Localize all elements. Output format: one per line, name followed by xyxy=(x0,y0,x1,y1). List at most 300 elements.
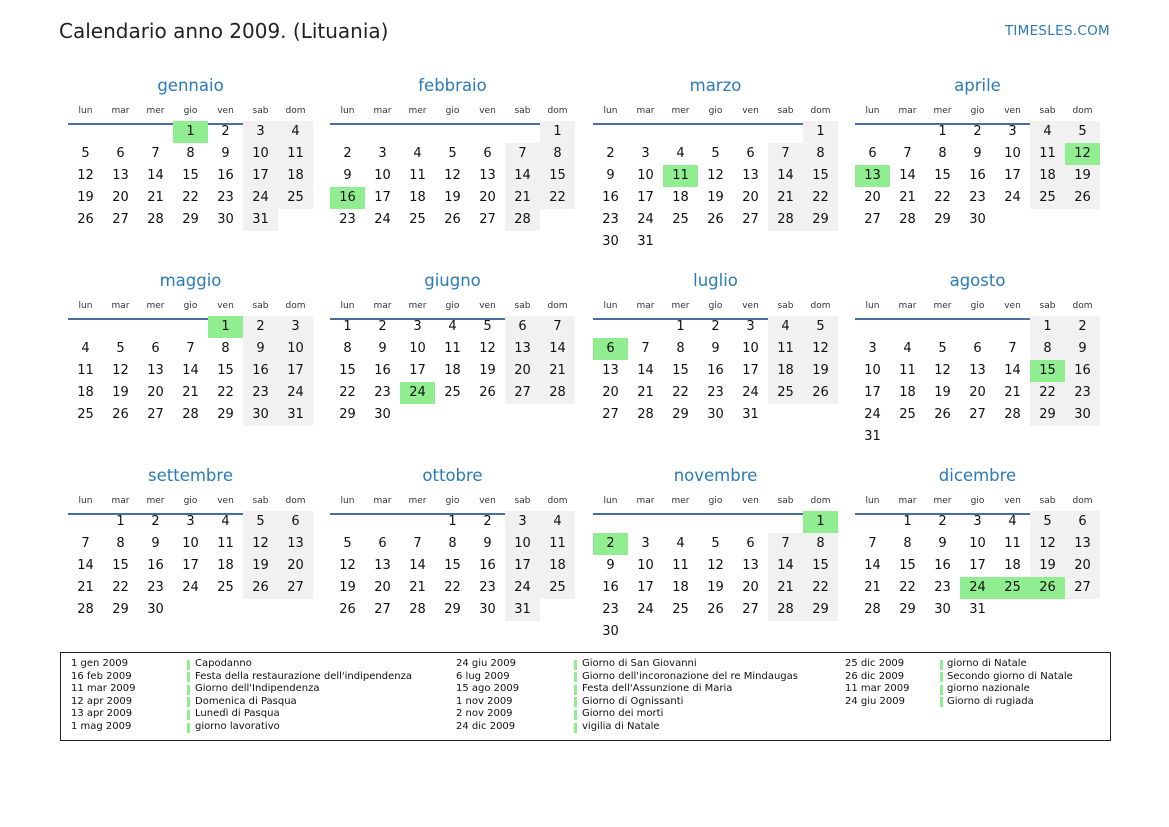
day-cell: 25 xyxy=(899,407,916,422)
legend-holiday-name: Capodanno xyxy=(195,658,252,669)
legend-date: 24 giu 2009 xyxy=(845,695,905,707)
day-cell: 21 xyxy=(540,360,575,382)
day-cell: 11 xyxy=(672,558,689,573)
weekday-label: mar xyxy=(111,496,130,506)
day-cell: 14 xyxy=(77,558,94,573)
day-cell: 12 xyxy=(1030,533,1065,555)
legend-holiday-name: giorno di Natale xyxy=(947,658,1027,669)
day-cell: 1 xyxy=(938,124,947,139)
day-cell: 2 xyxy=(243,316,278,338)
day-cell: 1 xyxy=(803,121,838,143)
legend-date: 15 ago 2009 xyxy=(456,683,520,695)
day-cell: 2 xyxy=(343,146,352,161)
day-cell: 20 xyxy=(112,190,129,205)
day-cell: 13 xyxy=(147,363,164,378)
day-cell: 16 xyxy=(374,363,391,378)
day-cell: 14 xyxy=(147,168,164,183)
day-cell: 4 xyxy=(81,341,90,356)
day-cell: 12 xyxy=(934,363,951,378)
day-cell: 23 xyxy=(479,580,496,595)
holiday-day-cell: 11 xyxy=(663,165,698,187)
day-cell: 18 xyxy=(1004,558,1021,573)
month-novembre xyxy=(593,465,838,655)
legend-color-bar xyxy=(187,710,190,720)
weekday-label: gio xyxy=(183,301,198,311)
day-cell: 6 xyxy=(973,341,982,356)
day-cell: 26 xyxy=(707,212,724,227)
legend-color-bar xyxy=(187,685,190,695)
day-cell: 25 xyxy=(768,382,803,404)
day-cell: 10 xyxy=(409,341,426,356)
month-luglio xyxy=(593,270,838,460)
weekday-label: lun xyxy=(340,301,355,311)
day-cell: 16 xyxy=(1065,360,1100,382)
holiday-day-cell: 1 xyxy=(208,316,243,338)
weekday-label: mer xyxy=(146,301,165,311)
day-cell: 2 xyxy=(151,514,160,529)
day-cell: 10 xyxy=(278,338,313,360)
day-cell: 4 xyxy=(278,121,313,143)
weekday-label: dom xyxy=(547,496,568,506)
day-cell: 18 xyxy=(409,190,426,205)
day-cell: 9 xyxy=(151,536,160,551)
weekday-label: lun xyxy=(340,106,355,116)
day-cell: 30 xyxy=(479,602,496,617)
legend-holiday-name: Giorno dell'incoronazione del re Mindaugas xyxy=(582,670,798,682)
holiday-day-cell: 24 xyxy=(960,577,995,599)
day-cell: 22 xyxy=(1030,382,1065,404)
day-cell: 7 xyxy=(768,533,803,555)
day-cell: 13 xyxy=(742,168,759,183)
weekday-label: dom xyxy=(285,106,306,116)
day-cell: 10 xyxy=(637,558,654,573)
month-title: maggio xyxy=(159,271,222,290)
weekday-label: ven xyxy=(742,106,759,116)
day-cell: 17 xyxy=(637,580,654,595)
day-cell: 9 xyxy=(973,146,982,161)
day-cell: 10 xyxy=(374,168,391,183)
day-cell: 13 xyxy=(969,363,986,378)
legend-date: 11 mar 2009 xyxy=(845,683,910,695)
day-cell: 15 xyxy=(339,363,356,378)
weekday-label: ven xyxy=(479,301,496,311)
day-cell: 31 xyxy=(742,407,759,422)
day-cell: 2 xyxy=(221,124,230,139)
legend-color-bar xyxy=(940,660,943,670)
day-cell: 2 xyxy=(606,146,615,161)
holiday-day-cell: 6 xyxy=(593,338,628,360)
legend-holiday-name: Giorno dell'Indipendenza xyxy=(195,683,320,695)
day-cell: 26 xyxy=(707,602,724,617)
day-cell: 19 xyxy=(707,190,724,205)
day-cell: 14 xyxy=(637,363,654,378)
holiday-day-cell: 16 xyxy=(330,187,365,209)
weekday-label: ven xyxy=(217,496,234,506)
day-cell: 9 xyxy=(221,146,230,161)
weekday-label: gio xyxy=(183,496,198,506)
holiday-day-cell: 24 xyxy=(400,382,435,404)
day-cell: 30 xyxy=(374,407,391,422)
weekday-label: lun xyxy=(603,106,618,116)
day-cell: 20 xyxy=(374,580,391,595)
day-cell: 21 xyxy=(768,187,803,209)
weekday-label: dom xyxy=(810,301,831,311)
day-cell: 28 xyxy=(768,209,803,231)
day-cell: 9 xyxy=(938,536,947,551)
weekday-label: gio xyxy=(970,106,985,116)
day-cell: 25 xyxy=(444,385,461,400)
day-cell: 7 xyxy=(868,536,877,551)
day-cell: 29 xyxy=(339,407,356,422)
weekday-label: dom xyxy=(810,106,831,116)
day-cell: 21 xyxy=(637,385,654,400)
day-cell: 3 xyxy=(641,146,650,161)
day-cell: 4 xyxy=(903,341,912,356)
day-cell: 21 xyxy=(182,385,199,400)
weekday-label: ven xyxy=(217,301,234,311)
legend-holiday-name: Festa della restaurazione dell'indipendenza xyxy=(195,670,412,682)
day-cell: 28 xyxy=(637,407,654,422)
holiday-day-cell: 13 xyxy=(855,165,890,187)
day-cell: 23 xyxy=(217,190,234,205)
legend-date: 26 dic 2009 xyxy=(845,670,905,682)
day-cell: 13 xyxy=(602,363,619,378)
legend-holiday-name: Giorno dei morti xyxy=(582,708,664,720)
legend-date: 24 giu 2009 xyxy=(456,658,516,669)
day-cell: 11 xyxy=(540,533,575,555)
month-title: agosto xyxy=(949,271,1006,290)
day-cell: 9 xyxy=(243,338,278,360)
weekday-label: ven xyxy=(217,106,234,116)
day-cell: 19 xyxy=(1030,555,1065,577)
month-giugno xyxy=(330,270,575,460)
legend-holiday-name: Secondo giorno di Natale xyxy=(947,670,1073,682)
weekday-label: mar xyxy=(898,496,917,506)
day-cell: 16 xyxy=(147,558,164,573)
day-cell: 26 xyxy=(77,212,94,227)
day-cell: 17 xyxy=(409,363,426,378)
day-cell: 9 xyxy=(606,168,615,183)
day-cell: 21 xyxy=(864,580,881,595)
weekday-label: dom xyxy=(1072,301,1093,311)
day-cell: 30 xyxy=(602,234,619,249)
day-cell: 29 xyxy=(1030,404,1065,426)
day-cell: 16 xyxy=(217,168,234,183)
legend-date: 16 feb 2009 xyxy=(71,670,132,682)
day-cell: 3 xyxy=(186,514,195,529)
day-cell: 8 xyxy=(938,146,947,161)
day-cell: 30 xyxy=(147,602,164,617)
month-title: febbraio xyxy=(418,76,487,95)
legend-color-bar xyxy=(574,710,577,720)
day-cell: 8 xyxy=(676,341,685,356)
day-cell: 7 xyxy=(903,146,912,161)
day-cell: 15 xyxy=(672,363,689,378)
day-cell: 29 xyxy=(803,599,838,621)
day-cell: 10 xyxy=(864,363,881,378)
day-cell: 11 xyxy=(278,143,313,165)
site-logo-link[interactable]: TIMESLES.COM xyxy=(1004,23,1110,39)
weekday-label: gio xyxy=(708,106,723,116)
day-cell: 19 xyxy=(479,363,496,378)
weekday-label: mer xyxy=(146,496,165,506)
day-cell: 18 xyxy=(77,385,94,400)
weekday-label: lun xyxy=(340,496,355,506)
day-cell: 17 xyxy=(278,360,313,382)
day-cell: 26 xyxy=(112,407,129,422)
legend-date: 2 nov 2009 xyxy=(456,708,513,720)
header-rule xyxy=(330,123,575,125)
day-cell: 2 xyxy=(378,319,387,334)
day-cell: 9 xyxy=(711,341,720,356)
day-cell: 18 xyxy=(672,190,689,205)
legend-holiday-name: Giorno di Ognissanti xyxy=(582,695,684,707)
weekday-label: sab xyxy=(1039,301,1056,311)
day-cell: 22 xyxy=(540,187,575,209)
day-cell: 27 xyxy=(374,602,391,617)
weekday-label: mar xyxy=(111,301,130,311)
month-dicembre xyxy=(855,465,1100,655)
day-cell: 18 xyxy=(278,165,313,187)
day-cell: 23 xyxy=(147,580,164,595)
day-cell: 9 xyxy=(1065,338,1100,360)
day-cell: 4 xyxy=(540,511,575,533)
day-cell: 22 xyxy=(217,385,234,400)
day-cell: 15 xyxy=(182,168,199,183)
day-cell: 8 xyxy=(448,536,457,551)
day-cell: 29 xyxy=(672,407,689,422)
weekday-label: sab xyxy=(252,496,269,506)
day-cell: 22 xyxy=(803,187,838,209)
day-cell: 30 xyxy=(969,212,986,227)
month-title: marzo xyxy=(689,76,742,95)
day-cell: 21 xyxy=(505,187,540,209)
day-cell: 4 xyxy=(1030,121,1065,143)
month-settembre xyxy=(68,465,313,655)
day-cell: 6 xyxy=(378,536,387,551)
weekday-label: dom xyxy=(285,496,306,506)
day-cell: 2 xyxy=(938,514,947,529)
holiday-day-cell: 15 xyxy=(1030,360,1065,382)
day-cell: 27 xyxy=(479,212,496,227)
day-cell: 8 xyxy=(803,143,838,165)
month-febbraio xyxy=(330,75,575,265)
weekday-label: mar xyxy=(636,106,655,116)
day-cell: 31 xyxy=(243,209,278,231)
day-cell: 5 xyxy=(243,511,278,533)
weekday-label: mer xyxy=(671,106,690,116)
day-cell: 6 xyxy=(151,341,160,356)
legend-date: 1 nov 2009 xyxy=(456,695,513,707)
day-cell: 1 xyxy=(116,514,125,529)
month-title: settembre xyxy=(148,466,233,485)
legend-holiday-name: Giorno di San Giovanni xyxy=(582,658,697,669)
day-cell: 12 xyxy=(112,363,129,378)
day-cell: 21 xyxy=(77,580,94,595)
day-cell: 22 xyxy=(339,385,356,400)
day-cell: 19 xyxy=(934,385,951,400)
legend-color-bar xyxy=(574,723,577,733)
weekday-label: gio xyxy=(970,496,985,506)
legend-holiday-name: Lunedì di Pasqua xyxy=(195,708,280,720)
day-cell: 18 xyxy=(672,580,689,595)
weekday-label: sab xyxy=(252,106,269,116)
day-cell: 19 xyxy=(112,385,129,400)
day-cell: 20 xyxy=(505,360,540,382)
day-cell: 7 xyxy=(151,146,160,161)
day-cell: 16 xyxy=(602,190,619,205)
header-rule xyxy=(593,513,838,515)
weekday-label: ven xyxy=(479,496,496,506)
legend-color-bar xyxy=(940,672,943,682)
legend-color-bar xyxy=(940,697,943,707)
day-cell: 25 xyxy=(217,580,234,595)
weekday-label: sab xyxy=(252,301,269,311)
weekday-label: mar xyxy=(636,301,655,311)
day-cell: 6 xyxy=(505,316,540,338)
day-cell: 27 xyxy=(1065,577,1100,599)
day-cell: 15 xyxy=(803,555,838,577)
day-cell: 25 xyxy=(77,407,94,422)
day-cell: 16 xyxy=(934,558,951,573)
day-cell: 18 xyxy=(217,558,234,573)
day-cell: 24 xyxy=(864,407,881,422)
day-cell: 8 xyxy=(803,533,838,555)
legend-color-bar xyxy=(187,660,190,670)
day-cell: 27 xyxy=(969,407,986,422)
day-cell: 11 xyxy=(444,341,461,356)
weekday-label: lun xyxy=(78,301,93,311)
legend-color-bar xyxy=(940,685,943,695)
weekday-label: lun xyxy=(603,496,618,506)
day-cell: 23 xyxy=(602,602,619,617)
day-cell: 17 xyxy=(1004,168,1021,183)
day-cell: 24 xyxy=(374,212,391,227)
weekday-label: sab xyxy=(514,106,531,116)
day-cell: 20 xyxy=(742,190,759,205)
day-cell: 22 xyxy=(182,190,199,205)
day-cell: 14 xyxy=(768,555,803,577)
legend-holiday-name: Festa dell'Assunzione di Maria xyxy=(582,683,733,695)
day-cell: 25 xyxy=(672,212,689,227)
day-cell: 31 xyxy=(278,404,313,426)
day-cell: 12 xyxy=(707,558,724,573)
day-cell: 3 xyxy=(868,341,877,356)
day-cell: 6 xyxy=(1065,511,1100,533)
day-cell: 20 xyxy=(1065,555,1100,577)
day-cell: 1 xyxy=(448,514,457,529)
day-cell: 3 xyxy=(278,316,313,338)
day-cell: 20 xyxy=(602,385,619,400)
day-cell: 30 xyxy=(1065,404,1100,426)
weekday-label: gio xyxy=(708,496,723,506)
day-cell: 21 xyxy=(409,580,426,595)
day-cell: 5 xyxy=(711,146,720,161)
legend-date: 25 dic 2009 xyxy=(845,658,905,669)
day-cell: 5 xyxy=(343,536,352,551)
day-cell: 27 xyxy=(278,577,313,599)
day-cell: 5 xyxy=(483,319,492,334)
day-cell: 22 xyxy=(444,580,461,595)
day-cell: 22 xyxy=(899,580,916,595)
weekday-label: mer xyxy=(408,496,427,506)
weekday-label: lun xyxy=(78,496,93,506)
day-cell: 5 xyxy=(938,341,947,356)
day-cell: 3 xyxy=(973,514,982,529)
holiday-day-cell: 1 xyxy=(173,121,208,143)
day-cell: 4 xyxy=(1008,514,1017,529)
weekday-label: ven xyxy=(479,106,496,116)
day-cell: 19 xyxy=(1065,165,1100,187)
day-cell: 27 xyxy=(147,407,164,422)
day-cell: 7 xyxy=(186,341,195,356)
day-cell: 28 xyxy=(768,599,803,621)
day-cell: 18 xyxy=(899,385,916,400)
day-cell: 12 xyxy=(339,558,356,573)
day-cell: 2 xyxy=(1065,316,1100,338)
day-cell: 28 xyxy=(864,602,881,617)
weekday-label: ven xyxy=(742,496,759,506)
day-cell: 23 xyxy=(339,212,356,227)
month-title: gennaio xyxy=(157,76,224,95)
day-cell: 3 xyxy=(641,536,650,551)
day-cell: 29 xyxy=(112,602,129,617)
day-cell: 20 xyxy=(479,190,496,205)
day-cell: 4 xyxy=(676,536,685,551)
day-cell: 31 xyxy=(505,599,540,621)
day-cell: 26 xyxy=(479,385,496,400)
weekday-label: dom xyxy=(285,301,306,311)
day-cell: 20 xyxy=(864,190,881,205)
weekday-label: lun xyxy=(865,496,880,506)
day-cell: 11 xyxy=(899,363,916,378)
legend-holiday-name: Giorno di rugiada xyxy=(947,695,1034,707)
day-cell: 13 xyxy=(505,338,540,360)
day-cell: 13 xyxy=(278,533,313,555)
day-cell: 26 xyxy=(243,577,278,599)
day-cell: 21 xyxy=(1004,385,1021,400)
day-cell: 16 xyxy=(602,580,619,595)
weekday-label: ven xyxy=(742,301,759,311)
weekday-label: ven xyxy=(1004,301,1021,311)
holiday-day-cell: 25 xyxy=(995,577,1030,599)
day-cell: 22 xyxy=(672,385,689,400)
day-cell: 11 xyxy=(768,338,803,360)
weekday-label: gio xyxy=(445,106,460,116)
month-title: ottobre xyxy=(422,466,483,485)
day-cell: 17 xyxy=(864,385,881,400)
day-cell: 7 xyxy=(413,536,422,551)
day-cell: 19 xyxy=(77,190,94,205)
day-cell: 1 xyxy=(1030,316,1065,338)
weekday-label: sab xyxy=(514,496,531,506)
legend-date: 11 mar 2009 xyxy=(71,683,136,695)
day-cell: 6 xyxy=(746,146,755,161)
weekday-label: mer xyxy=(408,106,427,116)
day-cell: 7 xyxy=(641,341,650,356)
day-cell: 26 xyxy=(934,407,951,422)
weekday-label: mar xyxy=(373,301,392,311)
day-cell: 5 xyxy=(1030,511,1065,533)
legend-color-bar xyxy=(187,723,190,733)
day-cell: 2 xyxy=(711,319,720,334)
day-cell: 24 xyxy=(505,577,540,599)
month-title: giugno xyxy=(424,271,481,290)
weekday-label: dom xyxy=(810,496,831,506)
day-cell: 30 xyxy=(934,602,951,617)
day-cell: 5 xyxy=(81,146,90,161)
day-cell: 21 xyxy=(147,190,164,205)
